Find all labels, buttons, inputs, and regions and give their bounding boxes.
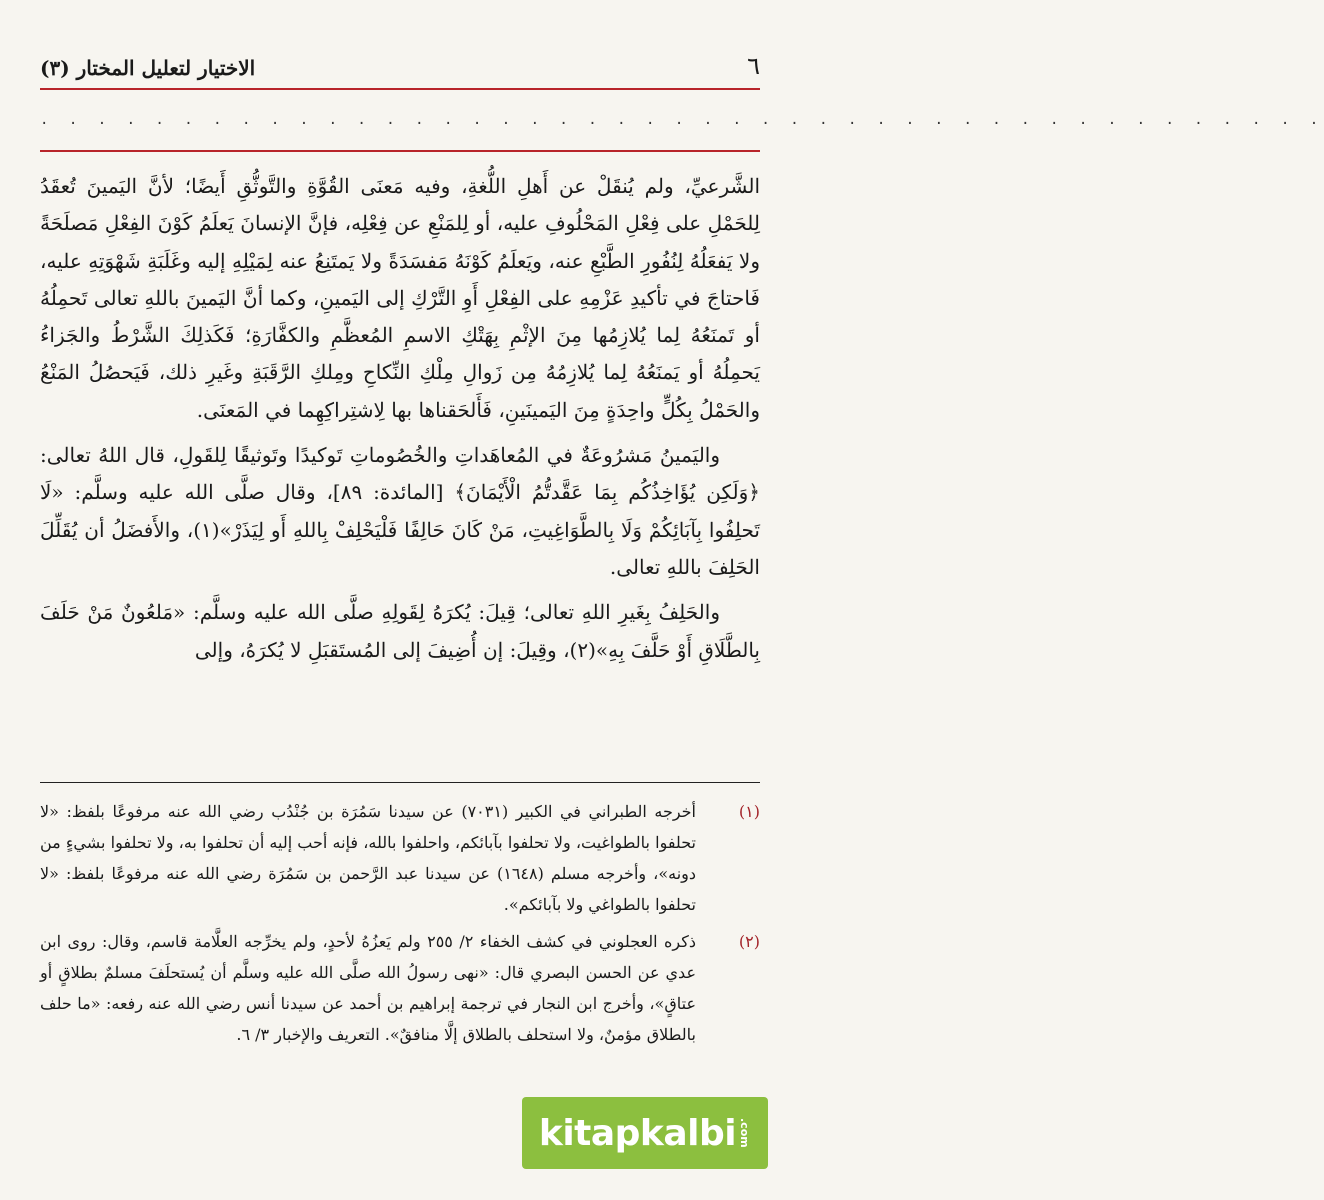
page-number: ٦ (747, 52, 760, 80)
footnote-rule (40, 782, 760, 783)
header-rule (40, 88, 760, 90)
footnote (40, 796, 760, 920)
paragraph: والحَلِفُ بِغَيرِ اللهِ تعالى؛ قِيلَ: يُكرَهُ لِقَولِهِ صلَّى الله عليه وسلَّم: «مَلعُونٌ مَنْ حَلَفَ بِالطَّلَاقِ أَوْ حَلَّفَ بِهِ»(٢)، وقِيلَ: إن أُضِيفَ إلى المُستَقبَلِ لا يُكرَهُ، وإلى (40, 600, 760, 662)
footnote-number: (٢) (738, 932, 760, 951)
paragraph: واليَمينُ مَشرُوعَةٌ في المُعاهَداتِ والخُصُوماتِ تَوكيدًا وتَوثيقًا لِلقَولِ، قال اللهُ تعالى: ﴿وَلَكِن يُؤَاخِذُكُم بِمَا عَقَّدتُّمُ الْأَيْمَانَ﴾ [المائدة: ٨٩]، وقال صلَّى الله عليه وسلَّم: «لَا تَحلِفُوا بِآبَائِكُمْ وَلَا بِالطَّوَاغِيتِ، مَنْ كَانَ حَالِفًا فَلْيَحْلِفْ بِاللهِ أَو لِيَذَرْ»(١)، والأَفضَلُ أن يُقَلِّلَ الحَلِفَ باللهِ تعالى. (40, 443, 760, 579)
footnote-text: أخرجه الطبراني في الكبير (٧٠٣١) عن سيدنا سَمُرَة بن جُنْدُب رضي الله عنه مرفوعًا بلفظ: «لا تحلفوا بالطواغيت، ولا تحلفوا بآبائكم، واحلفوا بالله، فإنه أحب إليه أن تحلفوا به، ولا تحلفوا بشيءٍ من دونه»، وأخرجه مسلم (١٦٤٨) عن سيدنا عبد الرَّحمن بن سَمُرَة رضي الله عنه مرفوعًا بلفظ: «لا تحلفوا بالطواغي ولا بآبائكم». (40, 802, 697, 914)
watermark-suffix: .com (738, 1118, 752, 1148)
running-header (40, 52, 760, 86)
footnote-text: ذكره العجلوني في كشف الخفاء ٢/ ٢٥٥ ولم يَعزُهُ لأحدٍ، ولم يخرِّجه العلَّامة قاسم، وقال: روى ابن عدي عن الحسن البصري قال: «نهى رسولُ الله صلَّى الله عليه وسلَّم أن يُستحلَفَ مسلمٌ بطلاقٍ أو عتاقٍ»، وأخرج ابن النجار في ترجمة إبراهيم بن أحمد عن سيدنا أنس رضي الله عنه رفعه: «ما حلف بالطلاق مؤمنٌ، ولا استحلف بالطلاق إلَّا منافقٌ». التعريف والإخبار ٣/ ٦. (40, 932, 696, 1044)
book-title: الاختيار لتعليل المختار (٣) (40, 56, 256, 80)
section-rule (40, 150, 760, 152)
paragraph: الشَّرعيِّ، ولم يُنقَلْ عن أَهلِ اللُّغةِ، وفيه مَعنَى القُوَّةِ والتَّوثُّقِ أَيضًا؛ لأنَّ اليَمينَ تُعقَدُ لِلحَمْلِ على فِعْلِ المَحْلُوفِ عليه، أو لِلمَنْعِ عن فِعْلِه، فإنَّ الإنسانَ يَعلَمُ كَوْنَ الفِعْلِ مَصلَحَةً ولا يَفعَلُهُ لِنُفُورِ الطَّبْعِ عنه، ويَعلَمُ كَوْنَهُ مَفسَدَةً ولا يَمتَنِعُ عنه لِمَيْلِهِ إليه وغَلَبَةِ شَهْوَتِهِ عليه، فَاحتاجَ في تأكيدِ عَزْمِهِ على الفِعْلِ أَوِ التَّرْكِ إلى اليَمينِ، وكما أنَّ اليَمينَ باللهِ تعالى تَحمِلُهُ أو تَمنَعُهُ لِما يُلازِمُها مِنَ الإثْمِ بِهَتْكِ الاسمِ المُعظَّمِ والكفَّارَةِ؛ فَكَذلِكَ الشَّرْطُ والجَزاءُ يَحمِلُهُ أو يَمنَعُهُ لِما يُلازِمُهُ مِن زَوالِ مِلْكِ النِّكاحِ ومِلكِ الرَّقَبَةِ وغَيرِ ذلك، فَيَحصُلُ المَنْعُ والحَمْلُ بِكُلٍّ واحِدَةٍ مِنَ اليَمينَينِ، فَأَلحَقناها بها لِاشتِراكِهِما في المَعنَى. (40, 174, 760, 422)
footnotes (40, 796, 760, 1050)
watermark-logo (522, 1097, 768, 1169)
watermark-text: kitapkalbi (538, 1112, 737, 1154)
footnote (40, 926, 760, 1050)
main-text (40, 168, 760, 669)
separator-dots: . . . . . . . . . . . . . . . . . . . . . . . . . . . . . . . . . . . . . . . . . . . . . (40, 112, 1324, 128)
footnote-number: (١) (738, 802, 760, 821)
